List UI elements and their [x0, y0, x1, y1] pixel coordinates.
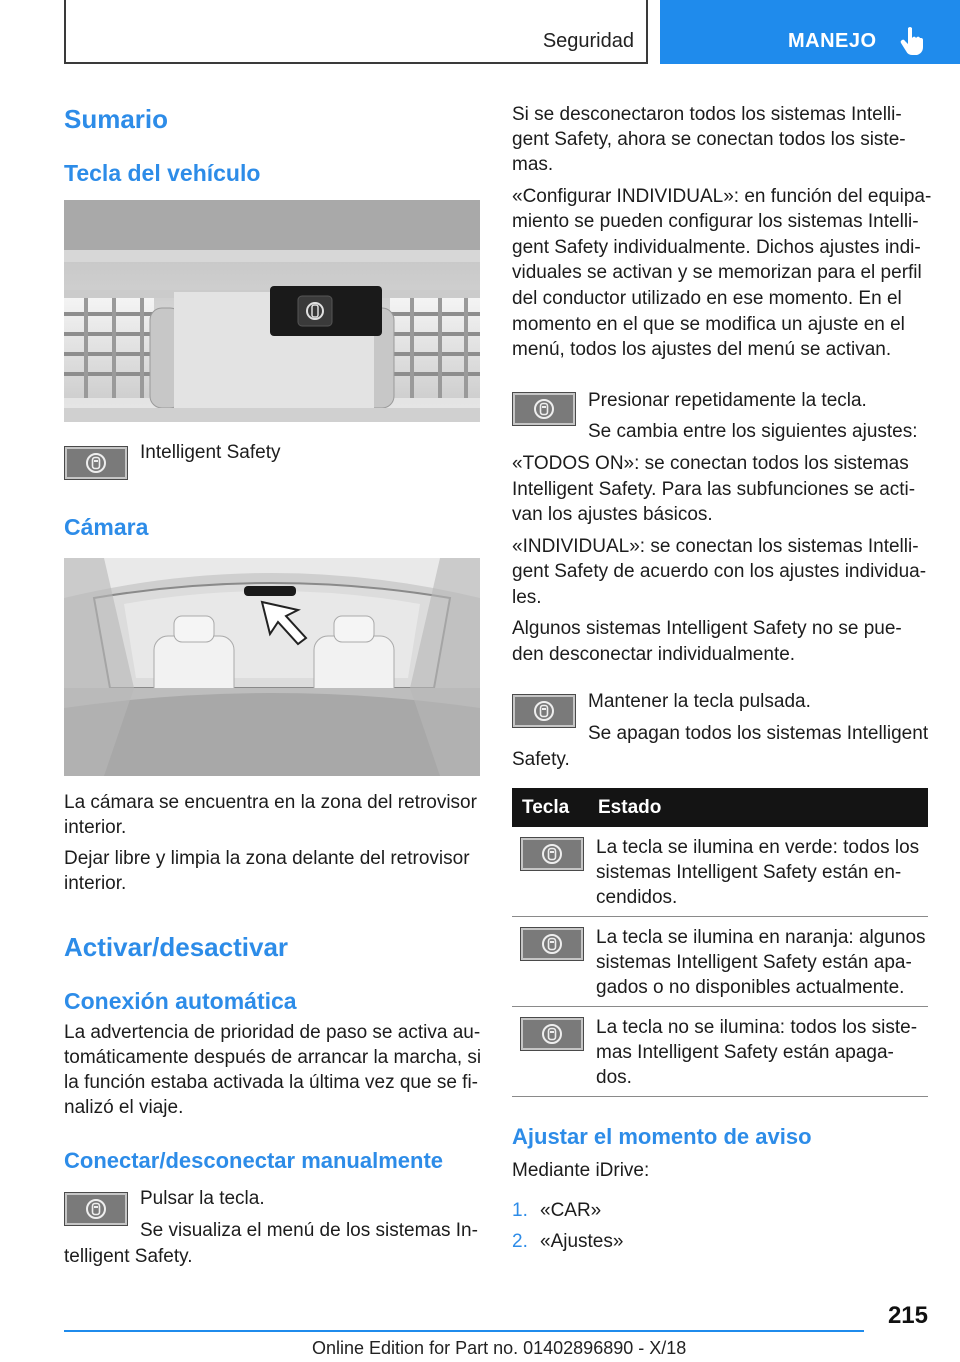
press-text-2: Se cambia entre los siguientes ajustes: [588, 421, 918, 442]
intelligent-safety-key-icon [512, 392, 576, 426]
camera-text-2b: interior. [64, 873, 127, 894]
header-tab-label: MANEJO [788, 30, 877, 52]
table-row-text: La tecla se ilumina en naranja: algunos [596, 927, 926, 948]
heading-conexion: Conexión automática [64, 988, 297, 1014]
hold-text-2: Se apagan todos los sistemas Intelligent [588, 723, 929, 744]
right-p1-2: gent Safety, ahora se conectan todos los siste- [512, 129, 906, 150]
table-row [512, 917, 928, 1007]
camera-text-1b: interior. [64, 817, 127, 838]
right-p1-3: mas. [512, 154, 554, 175]
camera-text-1a: La cámara se encuentra en la zona del retrovisor [64, 792, 477, 813]
indiv-text-1: «INDIVIDUAL»: se conectan los sistemas Intelli- [512, 536, 919, 557]
right-p1-1: Si se desconectaron todos los sistemas Intelli- [512, 104, 902, 125]
indiv-text-2: gent Safety de acuerdo con los ajustes individua- [512, 561, 927, 582]
step-number: 2. [512, 1231, 528, 1252]
intelligent-safety-key-icon [64, 1192, 128, 1226]
hold-text-1: Mantener la tecla pulsada. [588, 691, 811, 712]
right-p2-7: menú, todos los ajustes del menú se activan. [512, 339, 892, 360]
algunos-text-2: den desconectar individualmente. [512, 644, 796, 665]
table-col-estado: Estado [598, 797, 662, 818]
header-tab-manejo[interactable] [660, 0, 960, 64]
table-row [512, 827, 928, 917]
camera-text-2a: Dejar libre y limpia la zona delante del retrovisor [64, 848, 470, 869]
key-caption: Intelligent Safety [140, 442, 281, 463]
status-table-header [512, 788, 928, 827]
manual-text-1: Pulsar la tecla. [140, 1188, 265, 1209]
heading-ajustar: Ajustar el momento de aviso [512, 1124, 812, 1149]
right-p2-6: momento en el que se modifica un ajuste en el [512, 314, 905, 335]
right-p2-3: gent Safety individualmente. Dichos ajustes indi- [512, 237, 921, 258]
right-p2-4: viduales se activan y se memorizan para el perfil [512, 262, 922, 283]
table-row-text: sistemas Intelligent Safety están apa- [596, 952, 912, 973]
table-row-text: gados o no disponibles actualmente. [596, 977, 905, 998]
step-text: «Ajustes» [540, 1231, 624, 1252]
heading-manual: Conectar/desconectar manualmente [64, 1148, 444, 1173]
right-p2-5: del conductor utilizado en ese momento. En el [512, 288, 902, 309]
footer-divider [64, 1330, 864, 1332]
header-section-title: Seguridad [542, 30, 634, 52]
intelligent-safety-key-icon [64, 446, 128, 480]
step-text: «CAR» [540, 1200, 602, 1221]
dashboard-illustration [64, 200, 480, 422]
todos-text-2: Intelligent Safety. Para las subfunciones se acti- [512, 479, 916, 500]
photo-vehicle-key [64, 200, 480, 422]
table-row-text: cendidos. [596, 887, 678, 908]
auto-text-3: la función estaba activada la última vez que se fi- [64, 1072, 479, 1093]
heading-sumario: Sumario [64, 104, 169, 134]
auto-text-4: nalizó el viaje. [64, 1097, 184, 1118]
press-text-1: Presionar repetidamente la tecla. [588, 390, 867, 411]
manual-text-3: telligent Safety. [64, 1246, 193, 1267]
table-row-text: La tecla se ilumina en verde: todos los [596, 837, 920, 858]
heading-camara: Cámara [64, 514, 149, 540]
todos-text-3: van los ajustes básicos. [512, 504, 713, 525]
heading-activar: Activar/desactivar [64, 932, 289, 962]
right-p2-1: «Configurar INDIVIDUAL»: en función del equipa- [512, 186, 932, 207]
intelligent-safety-key-icon [520, 927, 584, 961]
right-p2-2: miento se pueden configurar los sistemas Intelli- [512, 211, 919, 232]
table-row-text: sistemas Intelligent Safety están en- [596, 862, 902, 883]
indiv-text-3: les. [512, 587, 542, 608]
table-col-tecla: Tecla [522, 797, 570, 818]
auto-text-1: La advertencia de prioridad de paso se activa au- [64, 1022, 481, 1043]
intelligent-safety-key-icon [520, 837, 584, 871]
todos-text-1: «TODOS ON»: se conectan todos los sistemas [512, 453, 909, 474]
hold-text-3: Safety. [512, 749, 570, 770]
intelligent-safety-key-icon [512, 694, 576, 728]
intelligent-safety-key-icon [520, 1017, 584, 1051]
manual-text-2: Se visualiza el menú de los sistemas In- [140, 1220, 478, 1241]
idrive-text: Mediante iDrive: [512, 1160, 650, 1181]
interior-illustration [64, 558, 480, 776]
table-row [512, 1007, 928, 1097]
photo-camera [64, 558, 480, 776]
table-row-text: La tecla no se ilumina: todos los siste- [596, 1017, 918, 1038]
table-row-text: dos. [596, 1067, 632, 1088]
header-section-box [64, 0, 648, 64]
auto-text-2: tomáticamente después de arrancar la marcha, si [64, 1047, 482, 1068]
page-number: 215 [887, 1302, 928, 1329]
hand-pointer-icon [900, 26, 926, 56]
heading-tecla-vehiculo: Tecla del vehículo [64, 160, 261, 186]
step-number: 1. [512, 1200, 528, 1221]
footer-edition: Online Edition for Part no. 01402896890 - X/18 [312, 1338, 687, 1358]
algunos-text-1: Algunos sistemas Intelligent Safety no se pue- [512, 618, 902, 639]
table-row-text: mas Intelligent Safety están apaga- [596, 1042, 894, 1063]
